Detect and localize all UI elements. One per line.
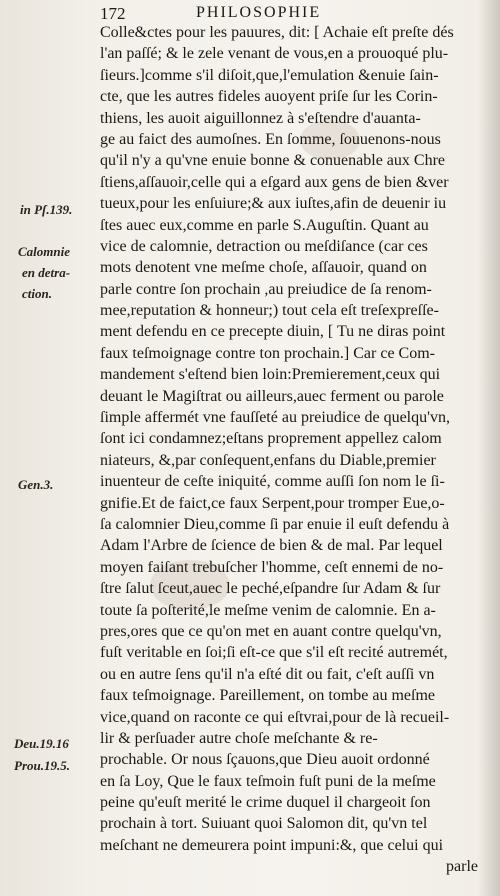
text-line: parle contre ſon prochain ,au preiudice de ſa renom-: [100, 280, 432, 298]
margin-note-genesis: Gen.3.: [18, 477, 54, 492]
page-header: [0, 4, 500, 24]
text-line: ſimple affermét vne fauſſeté au preiudice de quelqu'vn,: [100, 409, 450, 427]
text-line: fuſt veritable en ſoi;ſi eſt-ce que s'il eſt recité autremét,: [100, 644, 448, 662]
running-head: PHILOSOPHIE: [196, 4, 322, 21]
catchword: parle: [446, 858, 478, 876]
text-line: inuenteur de ceſte iniquité, comme auſſi ſon nom le ſi-: [100, 473, 445, 491]
text-line: mee,reputation & honneur;) tout cela eſt treſexpreſſe-: [100, 302, 439, 320]
body-text: [100, 22, 488, 878]
margin-note-deuteronomy: Deu.19.16: [14, 736, 69, 751]
text-line: ſtiens,aſſauoir,celle qui a eſgard aux gens de bien &ver: [100, 173, 449, 191]
text-line: Adam l'Arbre de ſcience de bien & de mal. Par lequel: [100, 537, 443, 555]
text-line: ment defendu en ce precepte diuin, [ Tu ne diras point: [100, 323, 446, 341]
text-line: ſont ici condamnez;eſtans proprement appellez calom: [100, 430, 442, 448]
text-line: moyen faiſant trebuſcher l'homme, ceſt ennemi de no-: [100, 558, 444, 576]
text-line: prochain à tort. Suiuant quoi Salomon dit, qu'vn tel: [100, 815, 428, 833]
text-line: toute ſa poſterité,le meſme venim de calomnie. En a-: [100, 601, 436, 619]
text-line: vice de calomnie, detraction ou meſdiſance (car ces: [100, 237, 428, 255]
text-line: ſtre ſalut ſceut,auec le peché,eſpandre ſur Adam & ſur: [100, 580, 441, 598]
text-line: ſtes auec eux,comme en parle S.Auguſtin. Quant au: [100, 216, 429, 234]
page-number: 172: [100, 4, 126, 23]
text-line: faux teſmoignage contre ton prochain.] Car ce Com-: [100, 344, 435, 362]
text-line: pres,ores que ce qu'on met en auant contre quelqu'vn,: [100, 622, 442, 640]
text-line: peine qu'euſt merité le crime duquel il chargeoit ſon: [100, 794, 431, 812]
text-line: lir & perſuader autre choſe meſchante & re-: [100, 729, 378, 747]
text-line: cte, que les autres fideles auoyent priſe ſur les Corin-: [100, 88, 438, 106]
margin-note-calomnie: en detra-: [22, 265, 71, 280]
text-line: mandement s'eſtend bien loin:Premierement,ceux qui: [100, 366, 441, 384]
text-line: deuant le Magiſtrat ou ailleurs,auec ferment ou parole: [100, 387, 444, 405]
text-line: faux teſmoignage. Pareillement, on tombe au meſme: [100, 687, 436, 705]
text-line: ge au faict des aumoſnes. En ſomme, ſouuenons-nous: [100, 130, 441, 148]
text-line: vice,quand on raconte ce qui eſtvrai,pour de là recueil-: [100, 708, 450, 726]
text-line: ou en autre ſens qu'il n'a eſté dit ou fait, c'eſt auſſi vn: [100, 665, 435, 683]
text-line: qu'il n'y a qu'vne enuie bonne & conuenable aux Chre: [100, 152, 445, 170]
margin-note-calomnie: Calomnie: [18, 244, 71, 259]
text-line: Colle&ctes pour les pauures, dit: [ Achaie eſt preſte dés: [100, 24, 454, 41]
text-line: mots denotent vne meſme choſe, aſſauoir, quand on: [100, 259, 427, 277]
margin-note-calomnie: ction.: [22, 286, 52, 301]
text-line: thiens, les auoit aiguillonnez à s'eſtendre d'auanta-: [100, 109, 421, 127]
text-line: prochable. Or nous ſçauons,que Dieu auoit ordonné: [100, 751, 430, 769]
text-line: tueux,pour les enſuiure;& aux iuſtes,afin de deuenir iu: [100, 195, 447, 213]
text-line: meſchant ne demeurera point impuni:&, que celui qui: [100, 836, 444, 854]
text-line: l'an paſſé; & le zele venant de vous,en a prouoqué plu-: [100, 45, 449, 63]
text-line: ſieurs.]comme s'il diſoit,que,l'emulation &enuie ſain-: [100, 66, 439, 84]
margin-note-proverbs: Prou.19.5.: [14, 758, 70, 773]
text-line: en ſa Loy, Que le faux teſmoin fuſt puni de la meſme: [100, 772, 436, 790]
text-line: ſa calomnier Dieu,comme ſi par enuie il euſt defendu à: [100, 515, 450, 533]
margin-note-psalm: in Pſ.139.: [20, 202, 73, 217]
text-line: gnifie.Et de faict,ce faux Serpent,pour tromper Eue,o-: [100, 494, 445, 512]
text-line: niateurs, &,par conſequent,enfans du Diable,premier: [100, 451, 436, 469]
